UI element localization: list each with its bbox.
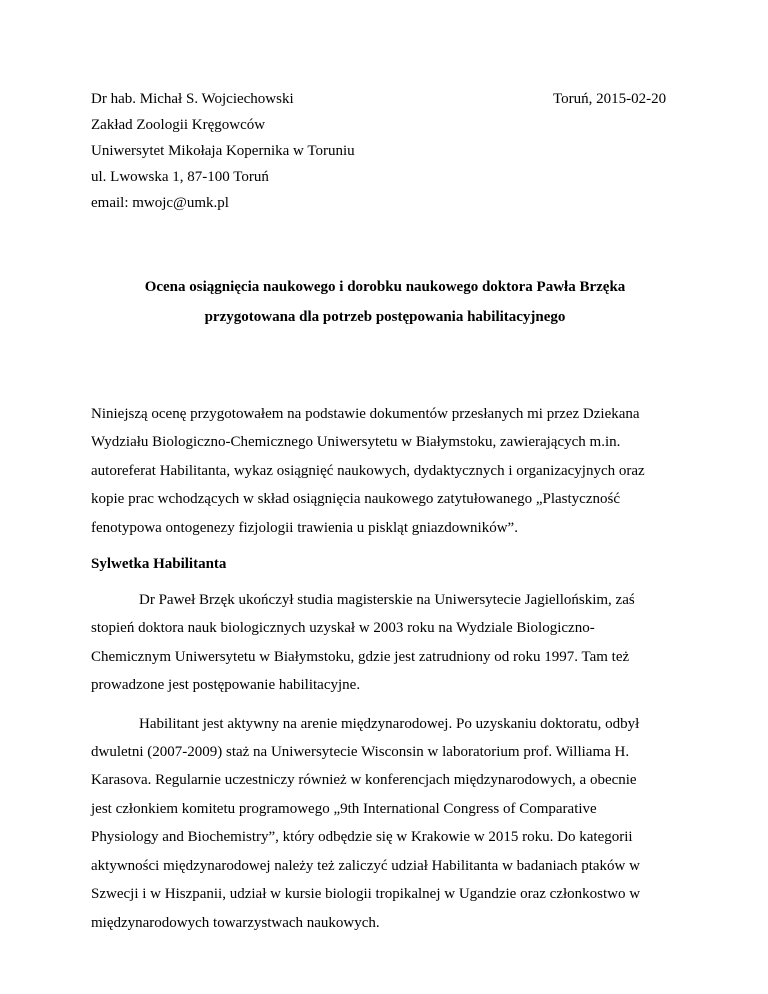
place-date: Toruń, 2015-02-20 — [553, 91, 667, 107]
sender-email: email: mwojc@umk.pl — [91, 195, 229, 211]
text-line: Karasova. Regularnie uczestniczy również w konferencjach międzynarodowych, a obecnie — [91, 772, 637, 789]
title-line-1: Ocena osiągnięcia naukowego i dorobku naukowego doktora Pawła Brzęka — [144, 279, 626, 295]
text-line: Dr Paweł Brzęk ukończył studia magisterskie na Uniwersytecie Jagiellońskim, zaś — [139, 592, 635, 609]
text-line: prowadzone jest postępowanie habilitacyjne. — [91, 677, 361, 694]
bio-paragraph-2 — [91, 710, 681, 937]
text-line: Niniejszą ocenę przygotowałem na podstawie dokumentów przesłanych mi przez Dziekana — [91, 406, 640, 422]
text-line: międzynarodowych towarzystwach naukowych. — [91, 914, 380, 931]
text-line: Physiology and Biochemistry”, który odbędzie się w Krakowie w 2015 roku. Do kategorii — [91, 829, 633, 846]
sender-name: Dr hab. Michał S. Wojciechowski — [91, 91, 294, 107]
document-title — [91, 272, 679, 332]
text-line: fenotypowa ontogenezy fizjologii trawienia u piskląt gniazdowników”. — [91, 519, 518, 536]
bio-paragraph-1 — [91, 586, 681, 700]
text-line: Chemicznym Uniwersytetu w Białymstoku, gdzie jest zatrudniony od roku 1997. Tam też — [91, 648, 630, 665]
text-line: Szwecji i w Hiszpanii, udział w kursie biologii tropikalnej w Ugandzie oraz członkostwo w — [91, 886, 641, 903]
text-line: jest członkiem komitetu programowego „9th International Congress of Comparative — [91, 800, 597, 817]
text-line: kopie prac wchodzących w skład osiągnięcia naukowego zatytułowanego „Plastyczność — [91, 491, 620, 508]
sender-university: Uniwersytet Mikołaja Kopernika w Toruniu — [91, 143, 355, 159]
sender-address: ul. Lwowska 1, 87-100 Toruń — [91, 169, 269, 185]
text-line: dwuletni (2007-2009) staż na Uniwersytecie Wisconsin w laboratorium prof. Williama H. — [91, 744, 630, 761]
text-line: aktywności międzynarodowej należy też zaliczyć udział Habilitanta w badaniach ptaków w — [91, 857, 640, 874]
section-heading: Sylwetka Habilitanta — [91, 556, 227, 573]
sender-department: Zakład Zoologii Kręgowców — [91, 117, 266, 133]
intro-paragraph — [91, 400, 681, 542]
text-line: Habilitant jest aktywny na arenie międzynarodowej. Po uzyskaniu doktoratu, odbył — [139, 715, 640, 732]
sender-block — [91, 86, 511, 216]
text-line: stopień doktora nauk biologicznych uzyskał w 2003 roku na Wydziale Biologiczno- — [91, 620, 595, 637]
text-line: Wydziału Biologiczno-Chemicznego Uniwersytetu w Białymstoku, zawierających m.in. — [91, 434, 621, 451]
text-line: autoreferat Habilitanta, wykaz osiągnięć naukowych, dydaktycznych i organizacyjnych oraz — [91, 462, 645, 479]
document-body — [91, 400, 681, 947]
title-line-2: przygotowana dla potrzeb postępowania habilitacyjnego — [204, 309, 566, 325]
